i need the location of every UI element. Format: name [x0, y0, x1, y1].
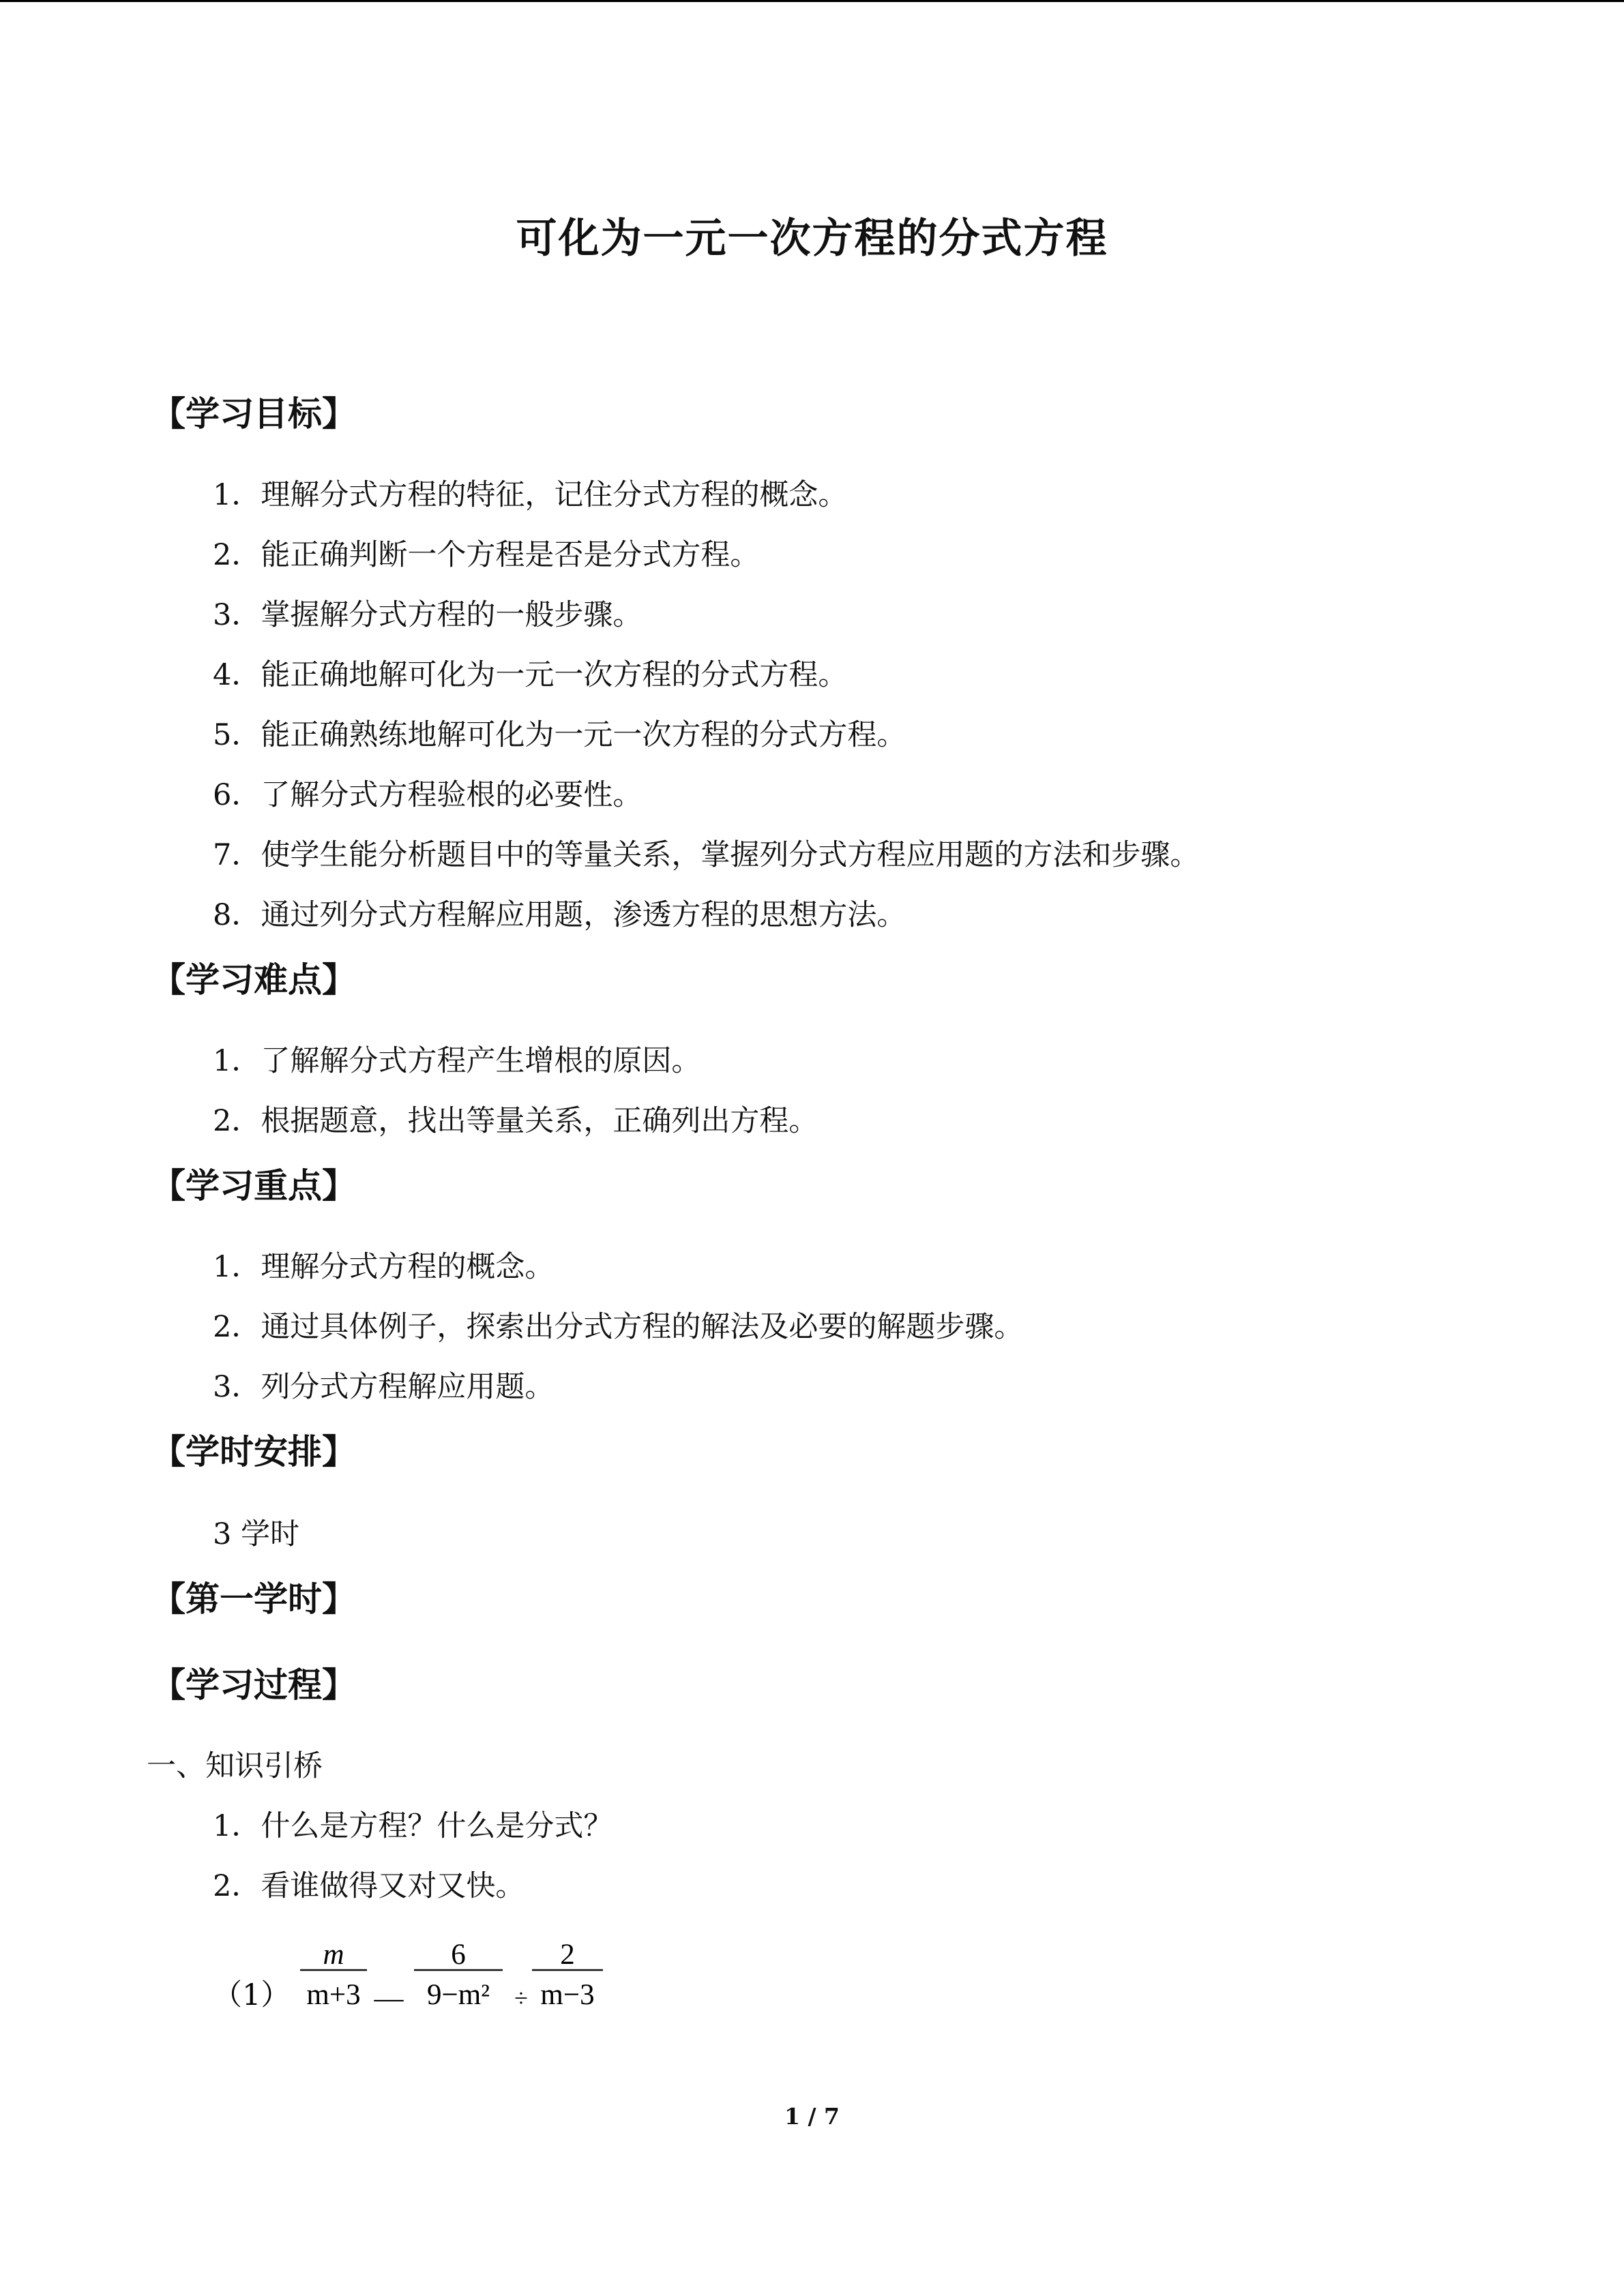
key-point-item-3: 3．列分式方程解应用题。	[213, 1370, 555, 1404]
difficulty-item-1: 1．了解解分式方程产生增根的原因。	[213, 1044, 701, 1078]
goal-item-1: 1．理解分式方程的特征，记住分式方程的概念。	[213, 478, 848, 512]
process-item-2: 2．看谁做得又对又快。	[213, 1869, 525, 1903]
goal-item-6: 6．了解分式方程验根的必要性。	[213, 778, 643, 812]
heading-learning-difficulties: 【学习难点】	[151, 959, 356, 1000]
page-number: 1 / 7	[784, 2103, 840, 2130]
operator-divide: ÷	[514, 1984, 528, 2012]
fraction-3-denominator: m−3	[540, 1979, 595, 2011]
heading-key-points: 【学习重点】	[151, 1165, 356, 1206]
heading-first-period: 【第一学时】	[151, 1579, 356, 1619]
heading-learning-goals: 【学习目标】	[151, 393, 356, 434]
exercise-expression	[213, 1924, 690, 2020]
fraction-3-numerator: 2	[560, 1939, 575, 1971]
goal-item-2: 2．能正确判断一个方程是否是分式方程。	[213, 538, 760, 572]
key-point-item-2: 2．通过具体例子，探索出分式方程的解法及必要的解题步骤。	[213, 1310, 1024, 1344]
goal-item-3: 3．掌握解分式方程的一般步骤。	[213, 598, 643, 632]
goal-item-8: 8．通过列分式方程解应用题，渗透方程的思想方法。	[213, 898, 906, 932]
goal-item-4: 4．能正确地解可化为一元一次方程的分式方程。	[213, 658, 848, 692]
difficulty-item-2: 2．根据题意，找出等量关系，正确列出方程。	[213, 1104, 818, 1138]
operator-minus: —	[374, 1982, 404, 2014]
document-title: 可化为一元一次方程的分式方程	[516, 215, 1108, 263]
goal-item-7: 7．使学生能分析题目中的等量关系，掌握列分式方程应用题的方法和步骤。	[213, 838, 1200, 872]
fraction-2-denominator: 9−m²	[426, 1979, 490, 2011]
part-one-title: 一、知识引桥	[147, 1749, 323, 1783]
exercise-formula-svg	[213, 1924, 690, 2020]
heading-learning-process: 【学习过程】	[151, 1665, 356, 1705]
heading-schedule: 【学时安排】	[151, 1431, 356, 1472]
exercise-label: （1）	[213, 1978, 291, 2012]
goal-item-5: 5．能正确熟练地解可化为一元一次方程的分式方程。	[213, 718, 906, 752]
key-point-item-1: 1．理解分式方程的概念。	[213, 1250, 555, 1284]
fraction-1-numerator: m	[323, 1939, 344, 1971]
schedule-text: 3 学时	[213, 1517, 300, 1551]
process-item-1: 1．什么是方程？什么是分式？	[213, 1809, 613, 1843]
fraction-1-denominator: m+3	[306, 1979, 361, 2011]
fraction-2-numerator: 6	[451, 1939, 466, 1971]
